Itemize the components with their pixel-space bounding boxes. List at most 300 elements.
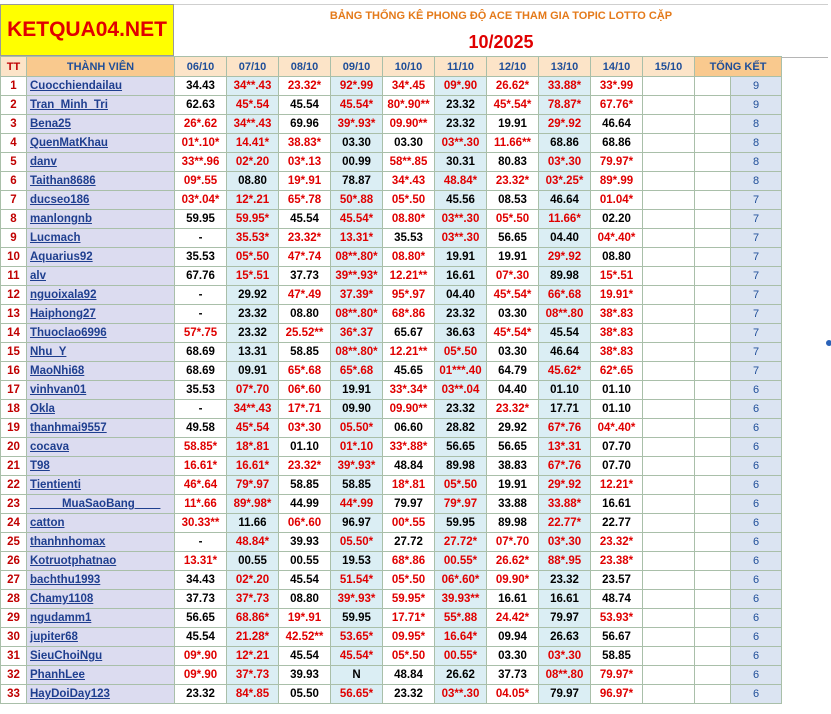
total-score: 8: [731, 115, 782, 134]
prediction-cell: 03**.30: [435, 210, 487, 229]
total-score: 6: [731, 476, 782, 495]
prediction-cell: 19.91: [331, 381, 383, 400]
table-row: [1, 571, 782, 590]
prediction-cell: 19.91: [435, 248, 487, 267]
prediction-cell-empty: [643, 590, 695, 609]
prediction-cell: 29*.92: [539, 248, 591, 267]
prediction-cell: 45.54: [279, 96, 331, 115]
table-row: [1, 96, 782, 115]
prediction-cell: 23.32: [435, 400, 487, 419]
prediction-cell: 09.95*: [383, 628, 435, 647]
prediction-cell: 35.53: [383, 229, 435, 248]
prediction-cell: 66*.68: [539, 286, 591, 305]
prediction-cell-empty: [643, 495, 695, 514]
prediction-cell: 03.30: [331, 134, 383, 153]
gap-cell: [695, 96, 731, 115]
prediction-cell: 89*.99: [591, 172, 643, 191]
banner: [174, 4, 828, 58]
prediction-cell: 00.55*: [435, 552, 487, 571]
table-row: [1, 172, 782, 191]
prediction-cell: 06.60: [383, 419, 435, 438]
site-logo[interactable]: KETQUA04.NET: [0, 4, 174, 56]
total-score: 7: [731, 362, 782, 381]
row-number: 20: [1, 438, 27, 457]
row-number: 26: [1, 552, 27, 571]
prediction-cell: 16.61*: [175, 457, 227, 476]
prediction-cell: 18*.81: [227, 438, 279, 457]
row-number: 4: [1, 134, 27, 153]
prediction-cell: 37.73: [487, 666, 539, 685]
prediction-cell: 67.76: [175, 267, 227, 286]
table-row: [1, 286, 782, 305]
prediction-cell: 11.66**: [487, 134, 539, 153]
member-name[interactable]: bachthu1993: [27, 571, 175, 590]
row-number: 15: [1, 343, 27, 362]
prediction-cell-empty: [643, 628, 695, 647]
prediction-cell: 68*.86: [383, 552, 435, 571]
member-name[interactable]: manlongnb: [27, 210, 175, 229]
prediction-cell: 09.90**: [383, 115, 435, 134]
total-score: 6: [731, 400, 782, 419]
prediction-cell: 09*.55: [175, 172, 227, 191]
prediction-cell: 01.10: [279, 438, 331, 457]
prediction-cell: 34*.43: [383, 172, 435, 191]
prediction-cell-empty: [643, 172, 695, 191]
prediction-cell: 89*.98*: [227, 495, 279, 514]
row-number: 23: [1, 495, 27, 514]
member-name[interactable]: Haiphong27: [27, 305, 175, 324]
prediction-cell: 64.79: [487, 362, 539, 381]
member-name[interactable]: Nhu_Y: [27, 343, 175, 362]
total-score: 6: [731, 495, 782, 514]
total-score: 7: [731, 343, 782, 362]
prediction-cell: 26.62*: [487, 552, 539, 571]
prediction-cell: 89.98: [487, 514, 539, 533]
prediction-cell: 56.65: [487, 229, 539, 248]
gap-cell: [695, 419, 731, 438]
prediction-cell: 34.43: [175, 77, 227, 96]
total-score: 6: [731, 666, 782, 685]
gap-cell: [695, 362, 731, 381]
prediction-cell: 17.71*: [383, 609, 435, 628]
prediction-cell: 00.55*: [435, 647, 487, 666]
prediction-cell: 04.40: [487, 381, 539, 400]
table-row: [1, 343, 782, 362]
row-number: 9: [1, 229, 27, 248]
prediction-cell: 78.87*: [539, 96, 591, 115]
header-tt: TT: [1, 57, 27, 77]
member-name[interactable]: T98: [27, 457, 175, 476]
prediction-cell: 26.63: [539, 628, 591, 647]
prediction-cell: 58**.85: [383, 153, 435, 172]
prediction-cell: 34**.43: [227, 115, 279, 134]
member-name[interactable]: vinhvan01: [27, 381, 175, 400]
member-name[interactable]: HayDoiDay123: [27, 685, 175, 704]
prediction-cell: 59.95*: [383, 590, 435, 609]
table-row: [1, 381, 782, 400]
total-score: 7: [731, 248, 782, 267]
prediction-cell: 48.84*: [227, 533, 279, 552]
total-score: 6: [731, 552, 782, 571]
prediction-cell-empty: [643, 381, 695, 400]
prediction-cell: 55*.88: [435, 609, 487, 628]
prediction-cell: 06*.60: [279, 381, 331, 400]
member-name[interactable]: jupiter68: [27, 628, 175, 647]
prediction-cell: 39*.93*: [331, 115, 383, 134]
prediction-cell: 09.94: [487, 628, 539, 647]
table-row: [1, 628, 782, 647]
prediction-cell: 29*.92: [539, 476, 591, 495]
prediction-cell: 12.21*: [591, 476, 643, 495]
row-number: 8: [1, 210, 27, 229]
gap-cell: [695, 552, 731, 571]
prediction-cell: 62*.65: [591, 362, 643, 381]
prediction-cell: 03*.30: [539, 153, 591, 172]
prediction-cell: 08.53: [487, 191, 539, 210]
gap-cell: [695, 134, 731, 153]
prediction-cell: 45*.54: [227, 96, 279, 115]
prediction-cell: 37*.73: [227, 590, 279, 609]
prediction-cell: 58.85: [331, 476, 383, 495]
member-name[interactable]: thanhmai9557: [27, 419, 175, 438]
prediction-cell: 65.67: [383, 324, 435, 343]
prediction-cell: 09*.90: [175, 647, 227, 666]
prediction-cell-empty: [643, 191, 695, 210]
prediction-cell: 34**.43: [227, 400, 279, 419]
row-number: 10: [1, 248, 27, 267]
member-name[interactable]: Cuocchiendailau: [27, 77, 175, 96]
prediction-cell: 03.30: [383, 134, 435, 153]
member-name[interactable]: nguoixala92: [27, 286, 175, 305]
prediction-cell: 92*.99: [331, 77, 383, 96]
prediction-cell: 45*.54: [227, 419, 279, 438]
prediction-cell: 19*.91: [279, 172, 331, 191]
prediction-cell: 05*.50: [227, 248, 279, 267]
member-name[interactable]: alv: [27, 267, 175, 286]
prediction-cell: 23.32*: [279, 229, 331, 248]
gap-cell: [695, 400, 731, 419]
prediction-cell: 18*.81: [383, 476, 435, 495]
member-name[interactable]: PhanhLee: [27, 666, 175, 685]
prediction-cell: 26.62*: [487, 77, 539, 96]
prediction-cell: 79.97: [539, 685, 591, 704]
header-date: 13/10: [539, 57, 591, 77]
prediction-cell: 88*.95: [539, 552, 591, 571]
row-number: 30: [1, 628, 27, 647]
prediction-cell: 05*.50: [435, 476, 487, 495]
prediction-cell: 08.80: [591, 248, 643, 267]
prediction-cell: 28.82: [435, 419, 487, 438]
prediction-cell: 01.10: [591, 381, 643, 400]
prediction-cell: 68.69: [175, 362, 227, 381]
prediction-cell: 08.80*: [383, 210, 435, 229]
prediction-cell: N: [331, 666, 383, 685]
member-name[interactable]: _____MuaSaoBang____: [27, 495, 175, 514]
prediction-cell: 03.30: [487, 343, 539, 362]
row-number: 25: [1, 533, 27, 552]
prediction-cell: 59.95*: [227, 210, 279, 229]
total-score: 7: [731, 210, 782, 229]
member-name[interactable]: MaoNhi68: [27, 362, 175, 381]
prediction-cell: 58.85: [279, 343, 331, 362]
member-name[interactable]: Tran_Minh_Tri: [27, 96, 175, 115]
gap-cell: [695, 343, 731, 362]
table-row: [1, 153, 782, 172]
prediction-cell: 44*.99: [331, 495, 383, 514]
prediction-cell: 08**.80: [539, 666, 591, 685]
prediction-cell: 33*.88*: [383, 438, 435, 457]
member-name[interactable]: Taithan8686: [27, 172, 175, 191]
gap-cell: [695, 514, 731, 533]
prediction-cell: 03.30: [487, 647, 539, 666]
prediction-cell: 16.61*: [227, 457, 279, 476]
header-date: 10/10: [383, 57, 435, 77]
prediction-cell: 45.65: [383, 362, 435, 381]
prediction-cell: 08.80: [279, 590, 331, 609]
prediction-cell: 00.55: [227, 552, 279, 571]
prediction-cell: 01***.40: [435, 362, 487, 381]
row-number: 22: [1, 476, 27, 495]
prediction-cell: 09*.90: [175, 666, 227, 685]
prediction-cell: 05*.50: [383, 191, 435, 210]
prediction-cell-empty: [643, 438, 695, 457]
table-row: [1, 267, 782, 286]
prediction-cell: 35.53: [175, 381, 227, 400]
prediction-cell: 01*.10*: [175, 134, 227, 153]
row-number: 28: [1, 590, 27, 609]
total-score: 7: [731, 286, 782, 305]
row-number: 3: [1, 115, 27, 134]
header-row: [1, 57, 782, 77]
prediction-cell: -: [175, 305, 227, 324]
prediction-cell: 19*.91: [279, 609, 331, 628]
banner-title: BẢNG THỐNG KÊ PHONG ĐỘ ACE THAM GIA TOPIC LOTTO CẶP: [329, 10, 673, 22]
prediction-cell: 26.62: [435, 666, 487, 685]
prediction-cell: 04.40: [435, 286, 487, 305]
member-name[interactable]: Tientienti: [27, 476, 175, 495]
prediction-cell: 45.62*: [539, 362, 591, 381]
prediction-cell: 79.97*: [591, 666, 643, 685]
header-date: 06/10: [175, 57, 227, 77]
gap-cell: [695, 305, 731, 324]
total-score: 6: [731, 457, 782, 476]
member-name[interactable]: QuenMatKhau: [27, 134, 175, 153]
prediction-cell: 53.93*: [591, 609, 643, 628]
prediction-cell: 09*.90: [435, 77, 487, 96]
prediction-cell: 56.65: [175, 609, 227, 628]
prediction-cell-empty: [643, 96, 695, 115]
gap-cell: [695, 495, 731, 514]
table-row: [1, 647, 782, 666]
total-score: 6: [731, 438, 782, 457]
member-name[interactable]: Okla: [27, 400, 175, 419]
table-row: [1, 324, 782, 343]
prediction-cell: 38*.83: [591, 343, 643, 362]
total-score: 6: [731, 628, 782, 647]
member-name[interactable]: ngudamm1: [27, 609, 175, 628]
prediction-cell: 84*.85: [227, 685, 279, 704]
prediction-cell-empty: [643, 400, 695, 419]
prediction-cell: 06*.60: [279, 514, 331, 533]
prediction-cell: 49.58: [175, 419, 227, 438]
prediction-cell: 02.20: [591, 210, 643, 229]
prediction-cell: 46.64: [539, 343, 591, 362]
prediction-cell-empty: [643, 514, 695, 533]
row-number: 19: [1, 419, 27, 438]
prediction-cell: 19.91: [487, 115, 539, 134]
row-number: 12: [1, 286, 27, 305]
row-number: 14: [1, 324, 27, 343]
member-name[interactable]: Chamy1108: [27, 590, 175, 609]
gap-cell: [695, 476, 731, 495]
total-score: 8: [731, 153, 782, 172]
prediction-cell: 00.55: [279, 552, 331, 571]
row-number: 24: [1, 514, 27, 533]
prediction-cell: 37.73: [279, 267, 331, 286]
prediction-cell-empty: [643, 647, 695, 666]
gap-cell: [695, 172, 731, 191]
prediction-cell: 02*.20: [227, 153, 279, 172]
table-row: [1, 248, 782, 267]
prediction-cell: 67.76*: [591, 96, 643, 115]
prediction-cell: 21.28*: [227, 628, 279, 647]
prediction-cell: 45.54: [279, 571, 331, 590]
prediction-cell: 05*.50: [383, 571, 435, 590]
table-row: [1, 590, 782, 609]
prediction-cell: 45*.54*: [487, 286, 539, 305]
prediction-cell: 38*.83: [591, 305, 643, 324]
member-name[interactable]: SieuChoiNgu: [27, 647, 175, 666]
prediction-cell: 37.39*: [331, 286, 383, 305]
prediction-cell: 11.66*: [539, 210, 591, 229]
member-name[interactable]: Lucmach: [27, 229, 175, 248]
prediction-cell: 35.53: [175, 248, 227, 267]
gap-cell: [695, 381, 731, 400]
prediction-cell: 59.95: [435, 514, 487, 533]
member-name[interactable]: Aquarius92: [27, 248, 175, 267]
table-row: [1, 609, 782, 628]
prediction-cell: 29.92: [227, 286, 279, 305]
prediction-cell-empty: [643, 153, 695, 172]
prediction-cell: 16.61: [435, 267, 487, 286]
prediction-cell: 19.91: [487, 248, 539, 267]
gap-cell: [695, 438, 731, 457]
prediction-cell: 13.31*: [331, 229, 383, 248]
prediction-cell: 16.61: [591, 495, 643, 514]
row-number: 18: [1, 400, 27, 419]
prediction-cell: 12.21**: [383, 343, 435, 362]
member-name[interactable]: ducseo186: [27, 191, 175, 210]
table-row: [1, 666, 782, 685]
prediction-cell: 95*.97: [383, 286, 435, 305]
prediction-cell: 34.43: [175, 571, 227, 590]
prediction-cell: 23.57: [591, 571, 643, 590]
prediction-cell: 23.32*: [591, 533, 643, 552]
gap-cell: [695, 267, 731, 286]
prediction-cell: 68.69: [175, 343, 227, 362]
prediction-cell: 44.99: [279, 495, 331, 514]
prediction-cell: 08.80: [279, 305, 331, 324]
total-score: 9: [731, 77, 782, 96]
row-number: 17: [1, 381, 27, 400]
prediction-cell-empty: [643, 115, 695, 134]
member-name[interactable]: Kotruotphatnao: [27, 552, 175, 571]
gap-cell: [695, 229, 731, 248]
prediction-cell: 01.10: [539, 381, 591, 400]
row-number: 7: [1, 191, 27, 210]
row-number: 33: [1, 685, 27, 704]
prediction-cell-empty: [643, 343, 695, 362]
prediction-cell: 80*.90**: [383, 96, 435, 115]
prediction-cell: 23.32: [539, 571, 591, 590]
prediction-cell: 03**.30: [435, 229, 487, 248]
prediction-cell: 96.97*: [591, 685, 643, 704]
prediction-cell: 03*.30: [279, 419, 331, 438]
prediction-cell: 23.32: [435, 305, 487, 324]
prediction-cell: 58.85: [591, 647, 643, 666]
prediction-cell: 78.87: [331, 172, 383, 191]
prediction-cell: 89.98: [539, 267, 591, 286]
prediction-cell: 68*.86: [383, 305, 435, 324]
member-name[interactable]: thanhnhomax: [27, 533, 175, 552]
prediction-cell: 47*.74: [279, 248, 331, 267]
prediction-cell: 62.63: [175, 96, 227, 115]
prediction-cell: 23.32*: [279, 457, 331, 476]
member-name[interactable]: Thuoclao6996: [27, 324, 175, 343]
header-member: THÀNH VIÊN: [27, 57, 175, 77]
prediction-cell: 46*.64: [175, 476, 227, 495]
total-score: 6: [731, 685, 782, 704]
prediction-cell: 03**.30: [435, 685, 487, 704]
member-name[interactable]: cocava: [27, 438, 175, 457]
scroll-marker-icon[interactable]: [826, 340, 831, 346]
total-score: 7: [731, 267, 782, 286]
prediction-cell: 11*.66: [175, 495, 227, 514]
total-score: 6: [731, 381, 782, 400]
table-row: [1, 533, 782, 552]
gap-cell: [695, 286, 731, 305]
prediction-cell: 23.32: [435, 96, 487, 115]
prediction-cell: 01*.10: [331, 438, 383, 457]
gap-cell: [695, 153, 731, 172]
prediction-cell: 45.54: [175, 628, 227, 647]
member-name[interactable]: catton: [27, 514, 175, 533]
prediction-cell: 33.88: [487, 495, 539, 514]
prediction-cell: 07*.70: [227, 381, 279, 400]
prediction-cell: 39.93: [279, 533, 331, 552]
gap-cell: [695, 324, 731, 343]
prediction-cell: 36*.37: [331, 324, 383, 343]
table-row: [1, 400, 782, 419]
prediction-cell: 05.50: [279, 685, 331, 704]
member-name[interactable]: Bena25: [27, 115, 175, 134]
prediction-cell: 07.70: [591, 438, 643, 457]
prediction-cell-empty: [643, 457, 695, 476]
prediction-cell: 79.97: [539, 609, 591, 628]
prediction-cell: 36.63: [435, 324, 487, 343]
prediction-cell: 03**.30: [435, 134, 487, 153]
prediction-cell: 59.95: [331, 609, 383, 628]
prediction-cell: 00*.55: [383, 514, 435, 533]
stats-table: [0, 56, 782, 704]
prediction-cell: 79.97*: [591, 153, 643, 172]
row-number: 27: [1, 571, 27, 590]
prediction-cell-empty: [643, 248, 695, 267]
row-number: 2: [1, 96, 27, 115]
prediction-cell: 58.85: [279, 476, 331, 495]
member-name[interactable]: danv: [27, 153, 175, 172]
prediction-cell: 56.67: [591, 628, 643, 647]
